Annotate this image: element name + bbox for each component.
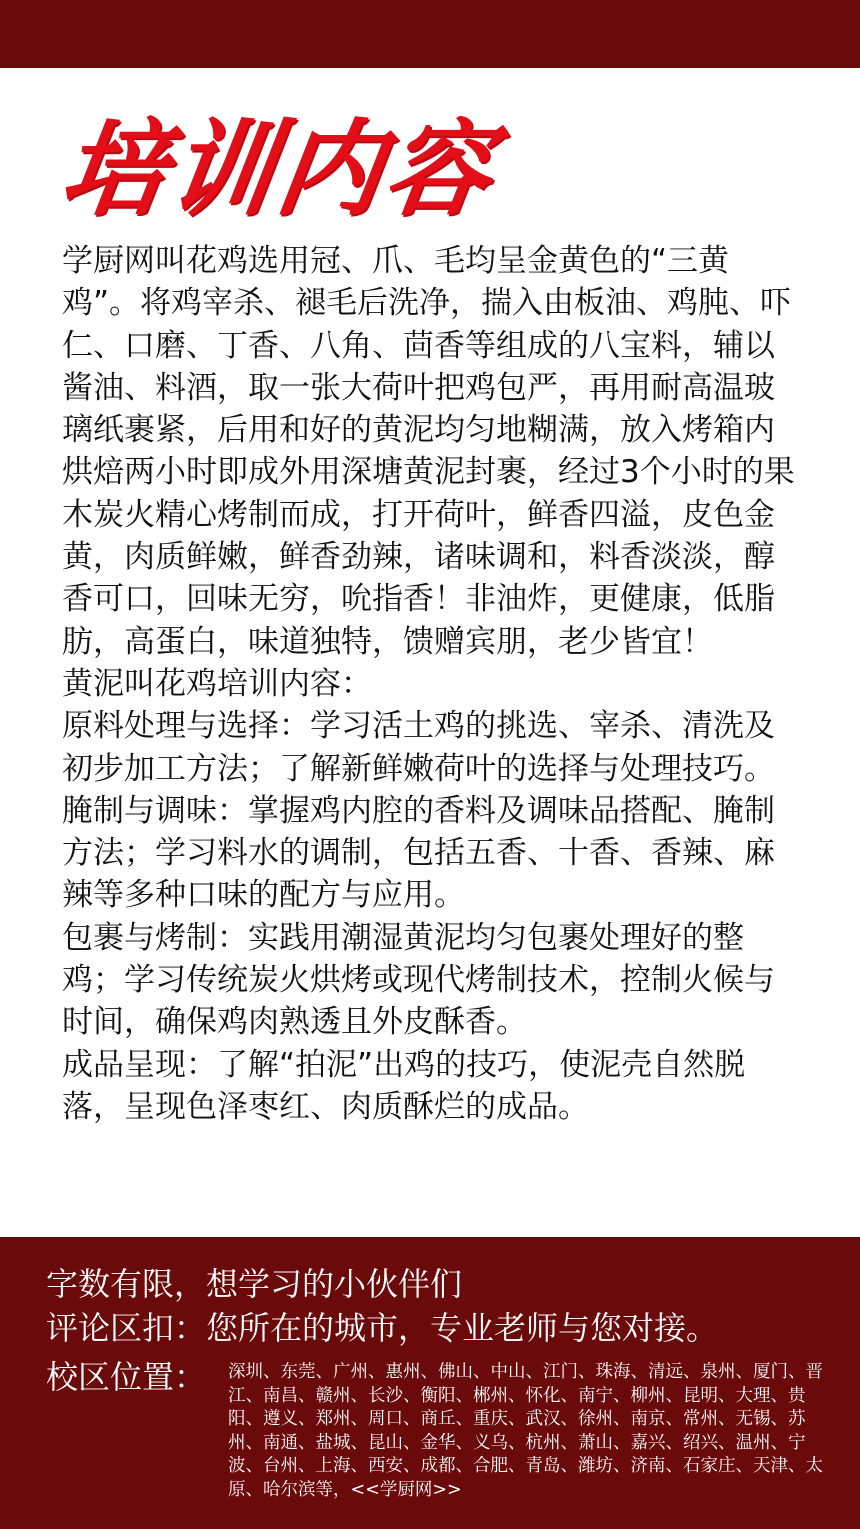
footer-banner (0, 1237, 860, 1529)
campus-label: 校区位置： (46, 1358, 207, 1396)
content-item: 原料处理与选择：学习活土鸡的挑选、宰杀、清洗及初步加工方法；了解新鲜嫩荷叶的选择与处理技巧。 (62, 708, 775, 787)
article-body (62, 240, 797, 1128)
footer-invite-text: 字数有限，想学习的小伙伴们 (46, 1265, 463, 1303)
intro-paragraph: 学厨网叫花鸡选用冠、爪、毛均呈金黄色的“三黄鸡”。将鸡宰杀、褪毛后洗净，揣入由板油、鸡肫、吓仁、口磨、丁香、八角、茴香等组成的八宝料，辅以酱油、料酒，取一张大荷叶把鸡包严，再用耐高温玻璃纸裹紧，后用和好的黄泥均匀地糊满，放入烤箱内烘焙两小时即成外用深塘黄泥封裹，经过3个小时的果木炭火精心烤制而成，打开荷叶，鲜香四溢，皮色金黄，肉质鲜嫩，鲜香劲辣，诸味调和，料香淡淡，醇香可口，回味无穷，吮指香！非油炸，更健康，低脂肪，高蛋白，味道独特，馈赠宾朋，老少皆宜！ (62, 243, 795, 660)
section-heading: 黄泥叫花鸡培训内容： (62, 665, 372, 702)
page-title: 培训内容 (53, 108, 503, 230)
campus-city-list: 深圳、东莞、广州、惠州、佛山、中山、江门、珠海、清远、泉州、厦门、晋江、南昌、赣州、长沙、衡阳、郴州、怀化、南宁、柳州、昆明、大理、贵阳、遵义、郑州、周口、商丘、重庆、武汉、徐州、南京、常州、无锡、苏州、南通、盐城、昆山、金华、义乌、杭州、萧山、嘉兴、绍兴、温州、宁波、台州、上海、西安、成都、合肥、青岛、潍坊、济南、石家庄、天津、太原、哈尔滨等，<<学厨网>> (228, 1362, 823, 1500)
top-banner (0, 0, 860, 68)
content-item: 包裹与烤制：实践用潮湿黄泥均匀包裹处理好的整鸡；学习传统炭火烘烤或现代烤制技术，控制火候与时间，确保鸡肉熟透且外皮酥香。 (62, 919, 775, 1041)
content-item: 腌制与调味：掌握鸡内腔的香料及调味品搭配、腌制方法；学习料水的调制，包括五香、十香、香辣、麻辣等多种口味的配方与应用。 (62, 792, 775, 914)
footer-comment-text: 评论区扣：您所在的城市，专业老师与您对接。 (46, 1309, 719, 1347)
content-item: 成品呈现：了解“拍泥”出鸡的技巧，使泥壳自然脱落，呈现色泽枣红、肉质酥烂的成品。 (62, 1046, 746, 1125)
